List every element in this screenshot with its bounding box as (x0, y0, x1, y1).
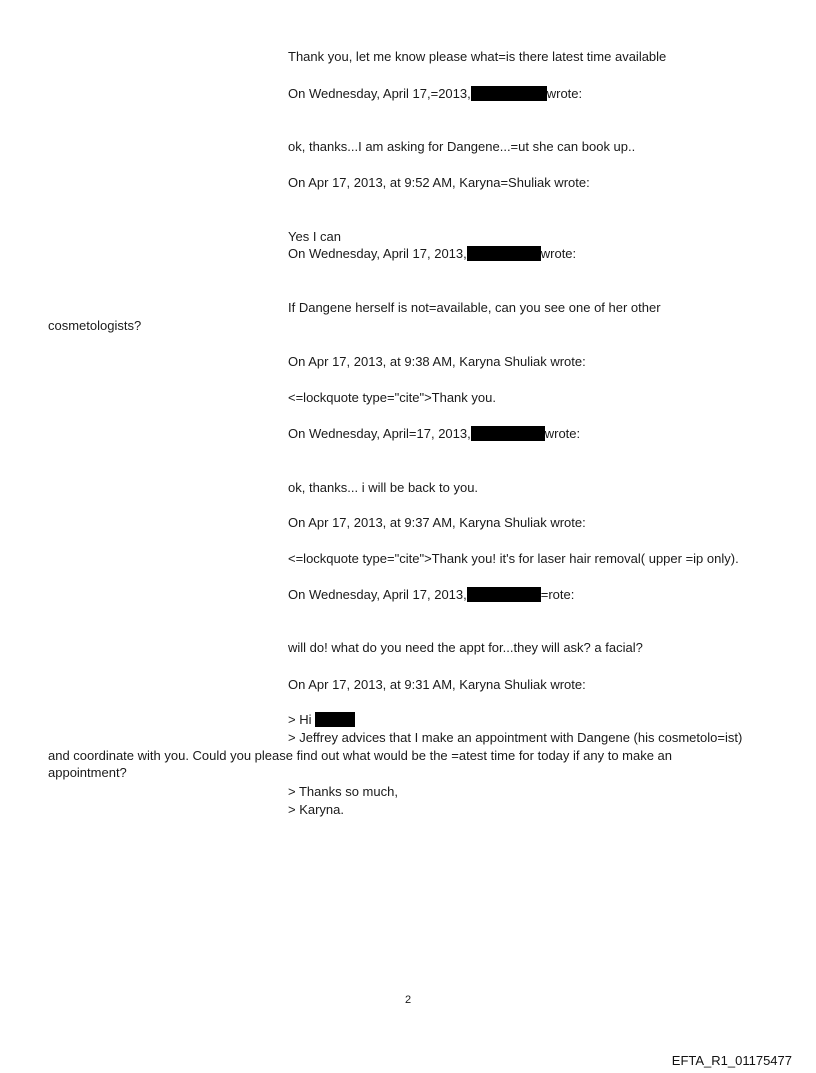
page-number: 2 (404, 994, 412, 1006)
text-fragment: On Wednesday, April 17,=2013, (288, 86, 471, 101)
text-fragment: =rote: (540, 587, 575, 602)
text-line: > Karyna. (288, 802, 345, 817)
text-line: On Apr 17, 2013, at 9:38 AM, Karyna Shuliak wrote: (288, 354, 586, 369)
redaction-box (467, 246, 541, 261)
text-line (288, 86, 582, 102)
redaction-box (471, 86, 547, 101)
text-line: ok, thanks... i will be back to you. (288, 480, 479, 495)
text-line: On Apr 17, 2013, at 9:37 AM, Karyna Shuliak wrote: (288, 515, 586, 530)
text-line (288, 246, 576, 262)
text-fragment: On Wednesday, April 17, 2013, (288, 246, 467, 261)
redaction-box (467, 587, 541, 602)
redaction-box (315, 712, 355, 727)
text-line: On Apr 17, 2013, at 9:52 AM, Karyna=Shuliak wrote: (288, 175, 590, 190)
text-line: Yes I can (288, 229, 342, 244)
text-line: appointment? (48, 765, 127, 780)
text-fragment: wrote: (546, 86, 583, 101)
text-line: cosmetologists? (48, 318, 142, 333)
text-line: If Dangene herself is not=available, can you see one of her other (288, 300, 661, 315)
text-line (288, 426, 580, 442)
text-fragment: On Wednesday, April 17, 2013, (288, 587, 467, 602)
text-fragment: On Wednesday, April=17, 2013, (288, 426, 471, 441)
redaction-box (471, 426, 545, 441)
text-fragment: wrote: (544, 426, 581, 441)
text-line: <=lockquote type="cite">Thank you. (288, 390, 496, 405)
text-line: Thank you, let me know please what=is there latest time available (288, 49, 667, 64)
text-line: ok, thanks...I am asking for Dangene...=ut she can book up.. (288, 139, 636, 154)
text-fragment: wrote: (540, 246, 577, 261)
document-id: EFTA_R1_01175477 (671, 1053, 792, 1068)
text-line: will do! what do you need the appt for...they will ask? a facial? (288, 640, 643, 655)
text-line: > Jeffrey advices that I make an appointment with Dangene (his cosmetolo=ist) (288, 730, 743, 745)
text-line: > Thanks so much, (288, 784, 398, 799)
text-line: On Apr 17, 2013, at 9:31 AM, Karyna Shuliak wrote: (288, 677, 586, 692)
text-fragment: > Hi (288, 712, 312, 727)
text-line (288, 712, 355, 728)
text-line: <=lockquote type="cite">Thank you! it's for laser hair removal( upper =ip only). (288, 551, 739, 566)
text-line (288, 587, 574, 603)
text-line: and coordinate with you. Could you please find out what would be the =atest time for today if any to make an (48, 748, 673, 763)
